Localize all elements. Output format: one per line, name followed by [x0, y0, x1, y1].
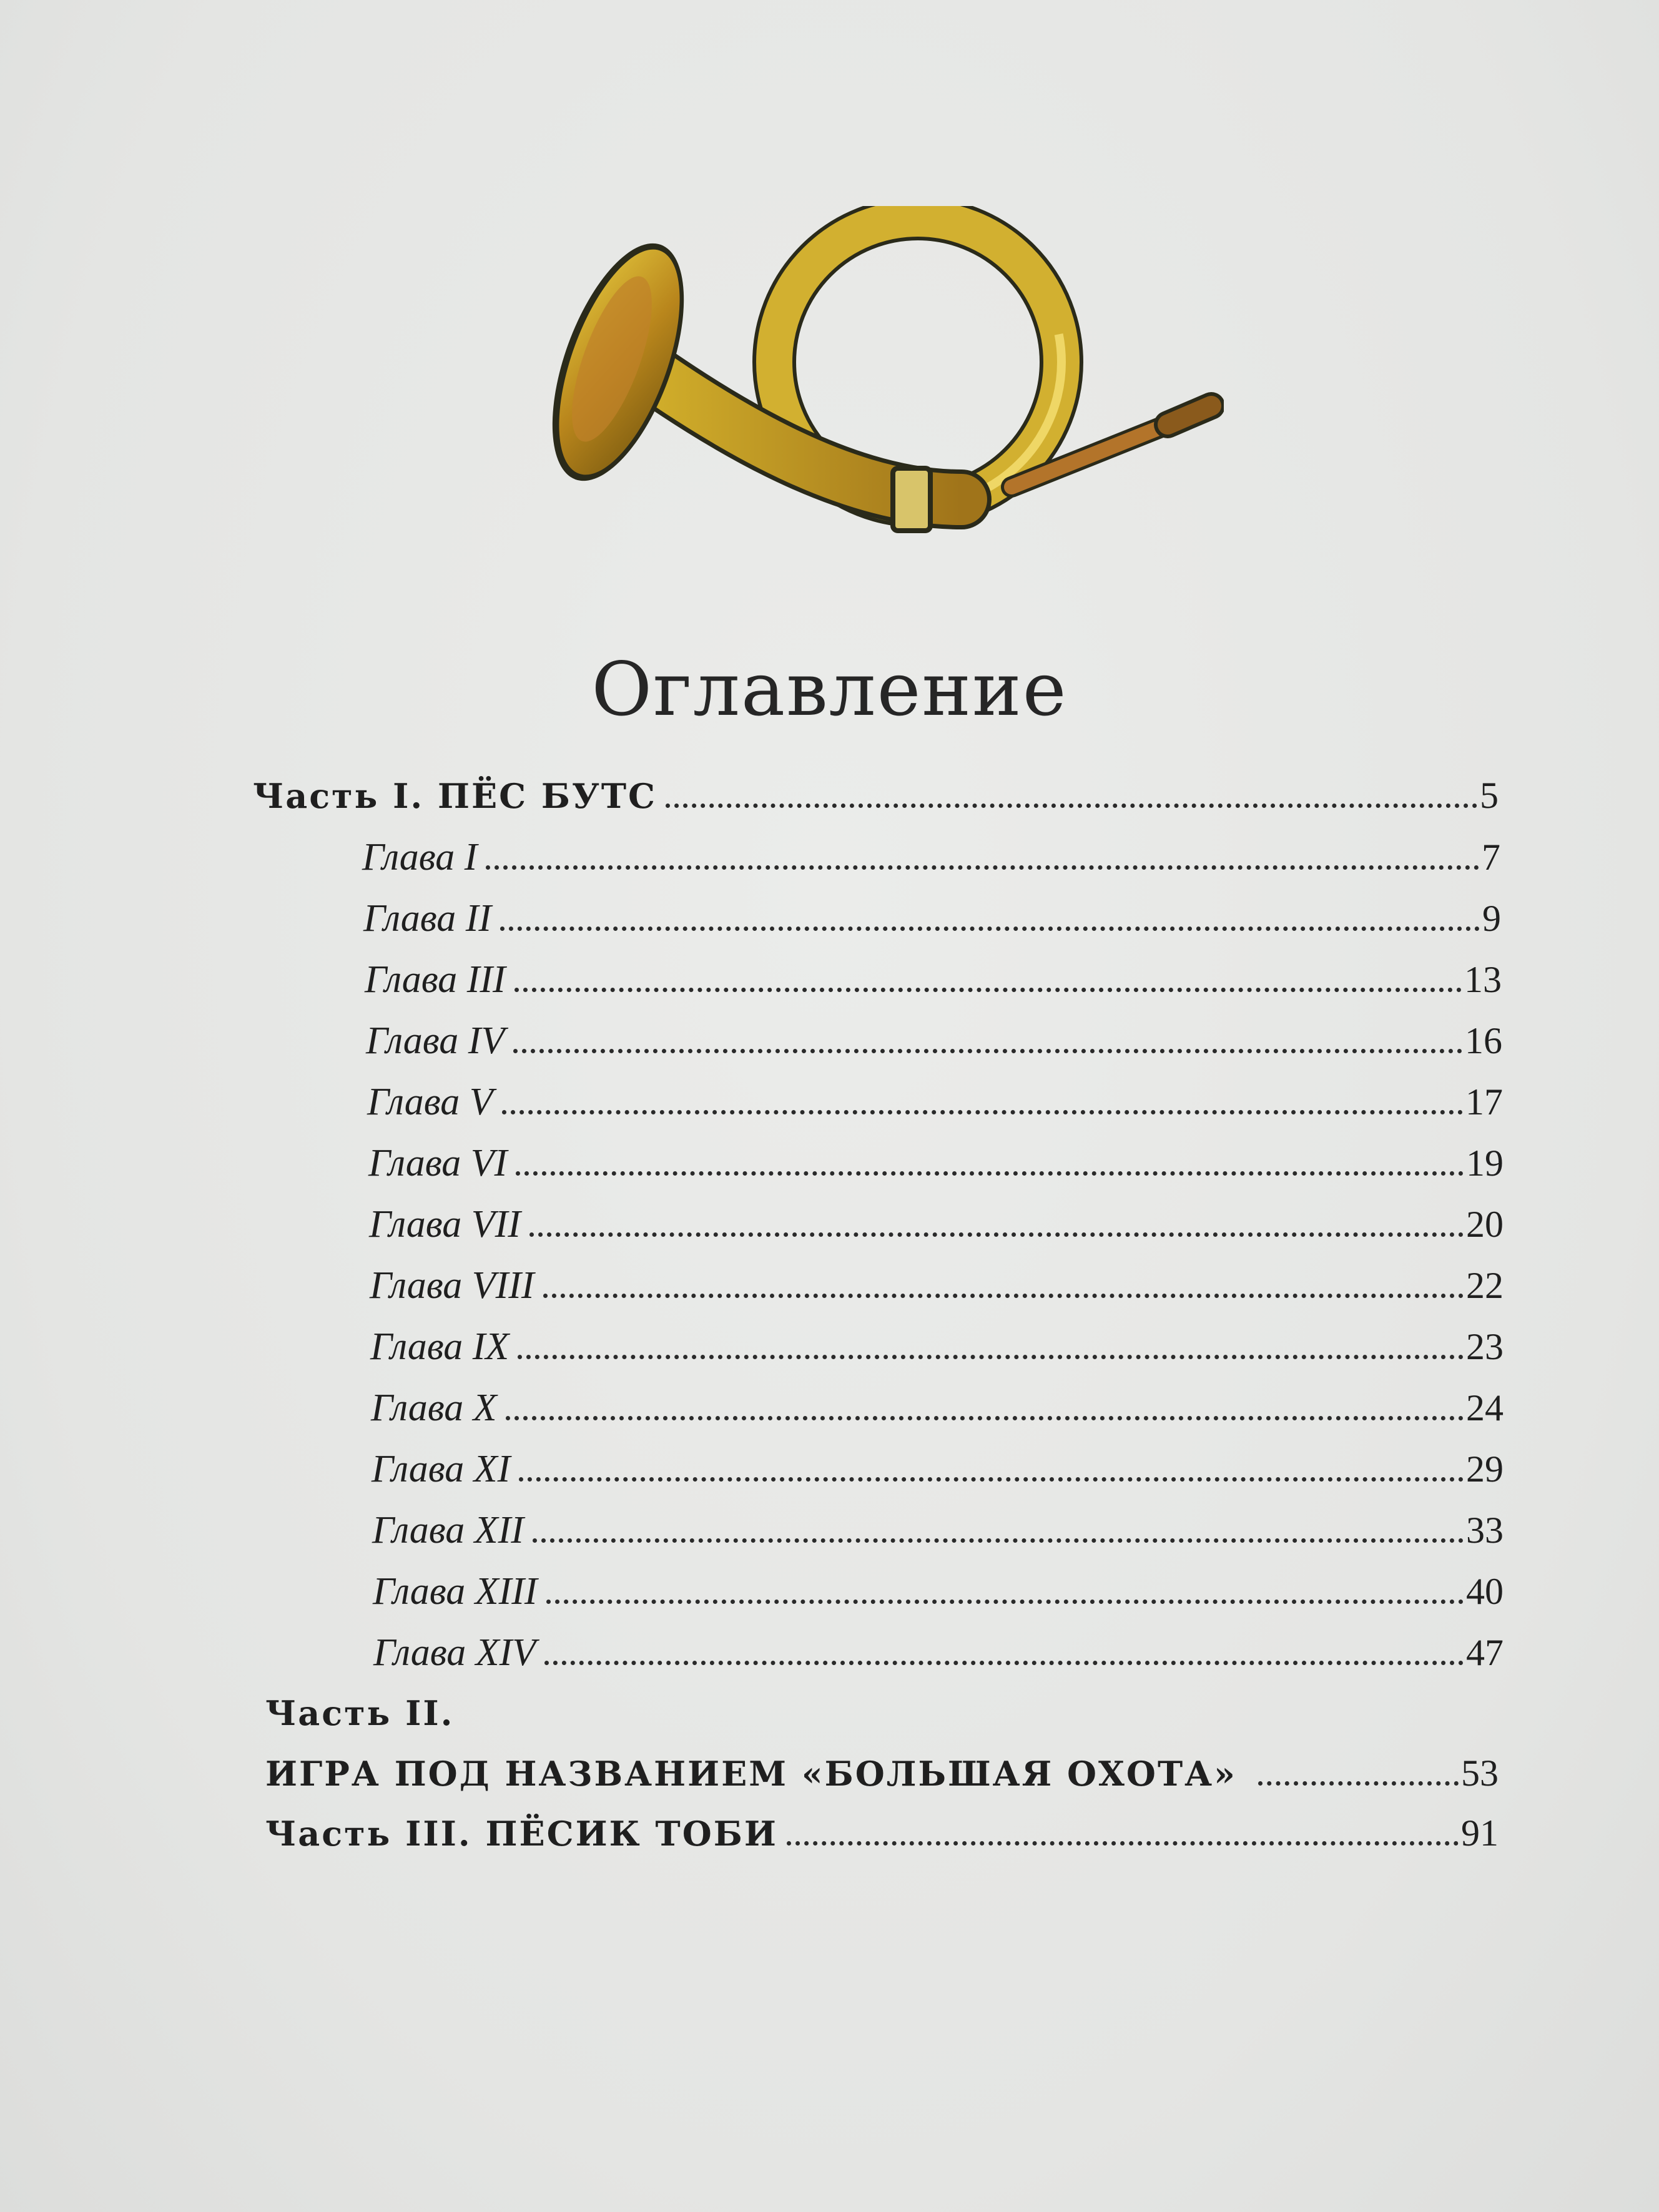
dot-leader: [544, 1661, 1464, 1665]
toc-entry-label: Глава III: [365, 958, 506, 1001]
toc-entry-page: 24: [1466, 1387, 1504, 1428]
toc-entry-label: Часть III. ПЁСИК ТОБИ: [265, 1814, 778, 1854]
toc-entry-label: ИГРА ПОД НАЗВАНИЕМ «БОЛЬШАЯ ОХОТА»: [265, 1754, 1237, 1794]
toc-entry-chapter: [366, 1019, 1502, 1069]
dot-leader: [787, 1841, 1459, 1846]
toc-entry-page: 22: [1466, 1265, 1504, 1306]
toc-entry-label: Глава XI: [372, 1448, 511, 1490]
toc-entry-label: Глава IX: [370, 1325, 510, 1368]
toc-entry-label: Глава V: [367, 1081, 493, 1123]
dot-leader: [519, 1477, 1464, 1482]
dot-leader: [500, 927, 1480, 931]
toc-entry-part2: [265, 1752, 1499, 1802]
dot-leader: [543, 1294, 1464, 1298]
toc-entry-chapter: [368, 1141, 1504, 1191]
toc-entry-chapter: [367, 1080, 1503, 1130]
toc-entry-label: Глава VII: [369, 1203, 521, 1246]
dot-leader: [486, 865, 1479, 870]
dot-leader: [666, 804, 1477, 808]
toc-entry-page: 23: [1466, 1326, 1504, 1367]
toc-entry-label: Глава IV: [366, 1020, 505, 1062]
toc-entry-chapter: [372, 1508, 1504, 1558]
toc-entry-chapter: [362, 835, 1500, 885]
toc-entry-page: 20: [1466, 1204, 1504, 1245]
dot-leader: [516, 1171, 1464, 1176]
toc-entry-page: 47: [1466, 1632, 1504, 1673]
toc-entry-chapter: [373, 1631, 1504, 1681]
toc-entry-chapter: [373, 1570, 1504, 1620]
toc-entry-label: Глава II: [363, 897, 492, 940]
dot-leader: [506, 1416, 1464, 1420]
dot-leader: [533, 1538, 1464, 1543]
toc-entry-label: Глава X: [371, 1387, 497, 1429]
toc-entry-label: Часть I. ПЁС БУТС: [253, 776, 657, 816]
toc-entry-label: Глава XIV: [373, 1631, 536, 1674]
toc-entry-page: 13: [1464, 959, 1502, 1000]
toc-entry-page: 17: [1465, 1081, 1503, 1123]
toc-entry-page: 16: [1465, 1020, 1502, 1061]
toc-entry-label: Глава VI: [368, 1142, 508, 1184]
toc-entry-page: 40: [1466, 1571, 1504, 1612]
toc-entry-page: 9: [1482, 898, 1501, 939]
toc-entry-chapter: [371, 1386, 1504, 1436]
toc-entry-chapter: [365, 958, 1502, 1008]
toc-part2-heading: Часть II.: [265, 1693, 455, 1733]
toc-entry-chapter: [369, 1202, 1504, 1252]
dot-leader: [546, 1600, 1464, 1604]
toc-entry-chapter: [370, 1325, 1504, 1375]
toc-entry-page: 7: [1482, 837, 1500, 878]
dot-leader: [502, 1110, 1463, 1114]
toc-entry-page: 29: [1466, 1448, 1504, 1490]
toc-entry-page: 91: [1461, 1812, 1499, 1854]
toc-entry-label: Глава I: [362, 836, 478, 878]
toc-entry-label: Глава XII: [372, 1509, 524, 1551]
toc-entry-label: Глава XIII: [373, 1570, 538, 1613]
toc-entry-chapter: [370, 1264, 1504, 1314]
dot-leader: [513, 1049, 1462, 1053]
page-title: Оглавление: [591, 646, 1068, 732]
toc-entry-page: 33: [1466, 1510, 1504, 1551]
toc-entry-label: Глава VIII: [370, 1264, 534, 1307]
dot-leader: [514, 988, 1462, 992]
toc-entry-page: 53: [1461, 1752, 1499, 1794]
toc-entry-chapter: [363, 897, 1501, 946]
dot-leader: [1258, 1781, 1459, 1786]
toc-entry-part1: [253, 774, 1499, 824]
toc-entry-page: 5: [1480, 775, 1499, 816]
dot-leader: [529, 1232, 1464, 1237]
toc-entry-chapter: [372, 1447, 1504, 1497]
toc-entry-part3: [265, 1812, 1499, 1862]
toc-entry-page: 19: [1466, 1143, 1504, 1184]
dot-leader: [518, 1355, 1464, 1359]
